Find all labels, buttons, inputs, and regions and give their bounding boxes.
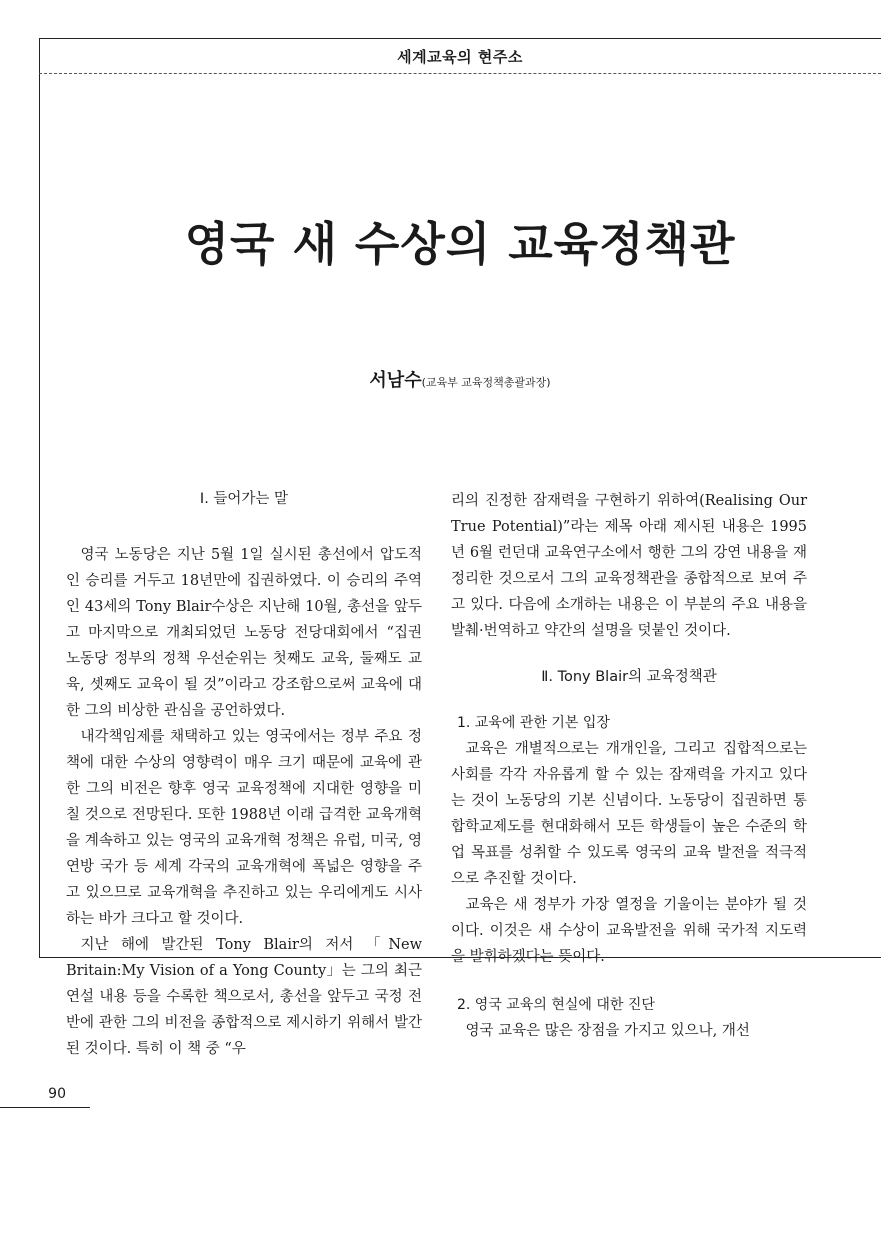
body-paragraph: 영국 교육은 많은 장점을 가지고 있으나, 개선 <box>465 1023 750 1039</box>
author-name: 서남수 <box>369 370 422 391</box>
author-line <box>39 366 881 392</box>
running-header <box>39 39 881 74</box>
subsection-heading-diagnosis: 2. 영국 교육의 현실에 대한 진단 <box>457 997 655 1013</box>
page-number: 90 <box>0 1082 90 1108</box>
body-paragraph: 지난 해에 발간된 Tony Blair의 저서 「New Britain:My Vision of a Yong County」는 그의 최근 연설 내용 등을 수록한 책으로서, 총선을 앞두고 국정 전반에 관한 그의 비전을 종합적으로 제시하기 위해서 발간된 것이다. 특히 이 책 중 “우 <box>66 937 422 1057</box>
body-paragraph: 영국 노동당은 지난 5월 1일 실시된 총선에서 압도적인 승리를 거두고 18년만에 집권하였다. 이 승리의 주역인 43세의 Tony Blair수상은 지난해 10월, 총선을 앞두고 마지막으로 개최되었던 노동당 전당대회에서 “집권 노동당 정부의 정책 우선순위는 첫째도 교육, 둘째도 교육, 셋째도 교육이 될 것”이라고 강조함으로써 교육에 대한 그의 비상한 관심을 공언하였다. <box>66 547 422 719</box>
body-paragraph: 교육은 새 정부가 가장 열정을 기울이는 분야가 될 것이다. 이것은 새 수상이 교육발전을 위해 국가적 지도력을 발휘하겠다는 뜻이다. <box>451 897 807 965</box>
section-heading-policy: Ⅱ. Tony Blair의 교육정책관 <box>541 669 717 685</box>
body-paragraph: 내각책임제를 채택하고 있는 영국에서는 정부 주요 정책에 대한 수상의 영향력이 매우 크기 때문에 교육에 관한 그의 비전은 향후 영국 교육정책에 지대한 영향을 미칠 것으로 전망된다. 또한 1988년 이래 급격한 교육개혁을 계속하고 있는 영국의 교육개혁 정책은 유럽, 미국, 영연방 국가 등 세계 각국의 교육개혁에 폭넓은 영향을 주고 있으므로 교육개혁을 추진하고 있는 우리에게도 시사하는 바가 크다고 할 것이다. <box>66 729 422 927</box>
body-paragraph: 리의 진정한 잠재력을 구현하기 위하여(Realising Our True Potential)”라는 제목 아래 제시된 내용은 1995년 6월 런던대 교육연구소에서 행한 그의 강연 내용을 재정리한 것으로서 그의 교육정책관을 종합적으로 보여 주고 있다. 다음에 소개하는 내용은 이 부분의 주요 내용을 발췌·번역하고 약간의 설명을 덧붙인 것이다. <box>451 493 807 639</box>
spacer <box>451 970 807 992</box>
article-title: 영국 새 수상의 교육정책관 <box>184 217 736 271</box>
right-column <box>451 488 807 1044</box>
left-column <box>66 486 422 1062</box>
series-title: 세계교육의 현주소 <box>397 47 523 66</box>
author-affiliation: (교육부 교육정책총괄과장) <box>421 376 551 389</box>
subsection-heading-basic-position: 1. 교육에 관한 기본 입장 <box>457 715 610 731</box>
body-paragraph: 교육은 개별적으로는 개개인을, 그리고 집합적으로는 사회를 각각 자유롭게 할 수 있는 잠재력을 가지고 있다는 것이 노동당의 기본 신념이다. 노동당이 집권하면 통합학교제도를 현대화해서 모든 학생들이 높은 수준의 학업 목표를 성취할 수 있도록 영국의 교육 발전을 적극적으로 추진할 것이다. <box>451 741 807 887</box>
section-heading-intro: Ⅰ. 들어가는 말 <box>199 491 289 507</box>
